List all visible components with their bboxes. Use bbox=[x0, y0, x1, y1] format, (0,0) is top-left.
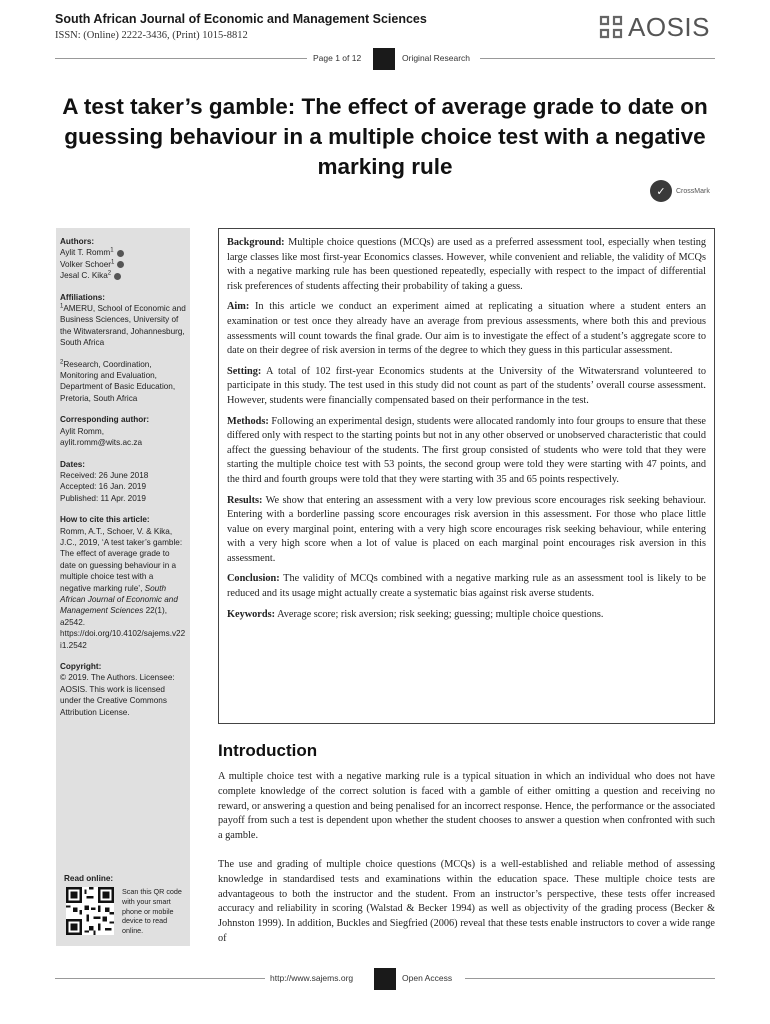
copyright-text: © 2019. The Authors. Licensee: AOSIS. This work is licensed under the Creative Commons Attribution License. bbox=[60, 673, 175, 717]
abstract-setting-text: A total of 102 first-year Economics students at the University of the Witwatersrand volunteered to participate in this study. The test used in this study did not count as part of the students’ overall course assessment. However, students were financially compensated based on their performance in the test. bbox=[227, 365, 706, 406]
abstract-box bbox=[218, 228, 715, 724]
abstract-keywords-text: Average score; risk aversion; risk seeking; guessing; multiple choice questions. bbox=[277, 608, 604, 620]
abstract-results-text: We show that entering an assessment with a very low previous score encourages risk seeking behaviour. Entering with a borderline passing score encourages risk aversion in this assessment. For those who place little value on every marginal point, entering with a very high score encourages risk seeking behaviour, while entering with a very high score when a lot of value is placed on each marginal point encourages risk aversion in this assessment. bbox=[227, 494, 706, 564]
orcid-icon[interactable] bbox=[117, 261, 124, 268]
introduction-heading: Introduction bbox=[218, 741, 318, 760]
qr-instructions: Scan this QR code with your smart phone or mobile device to read online. bbox=[122, 887, 182, 936]
citation-heading: How to cite this article: bbox=[60, 515, 150, 525]
publisher-logo bbox=[598, 14, 710, 40]
date-received: Received: 26 June 2018 bbox=[60, 470, 149, 480]
read-online-heading: Read online: bbox=[64, 874, 114, 883]
citation-block bbox=[60, 514, 186, 651]
corresponding-heading: Corresponding author: bbox=[60, 415, 150, 425]
issn: ISSN: (Online) 2222-3436, (Print) 1015-8812 bbox=[55, 30, 248, 41]
aosis-logo-icon bbox=[598, 14, 624, 40]
corresponding-email[interactable]: aylit.romm@wits.ac.za bbox=[60, 438, 143, 448]
intro-paragraph-1: A multiple choice test with a negative marking rule is a typical situation in which an individual who does not have complete knowledge of the correct solution is faced with a gamble of either omitting a question and receiving no reward, or answering a question and being penalised for an incorrect response. Hence, the performance or the associated payoff from such a test is dependent upon whether the student chooses to answer a question when confronted with such a gamble. bbox=[218, 771, 715, 842]
author-affil-number: 1 bbox=[110, 259, 115, 266]
footer-rule-right bbox=[465, 978, 715, 979]
citation-doi-link[interactable]: https://doi.org/10.4102/sajems.v22i1.2542 bbox=[60, 629, 186, 650]
dates-block bbox=[60, 459, 186, 505]
journal-url-link[interactable]: http://www.sajems.org bbox=[270, 973, 354, 983]
abstract-methods bbox=[227, 415, 706, 488]
crossmark-label: CrossMark bbox=[676, 187, 710, 195]
authors-block bbox=[60, 236, 186, 282]
copyright-heading: Copyright: bbox=[60, 662, 102, 671]
affiliation-1 bbox=[60, 303, 186, 349]
affiliation-text: AMERU, School of Economic and Business Sciences, University of the Witwatersrand, Johannesburg, South Africa bbox=[60, 304, 186, 348]
intro-paragraph-2: The use and grading of multiple choice questions (MCQs) is a well-established and reliable method of assessing knowledge in standardised tests and examinations within the education space. These multiple choice tests are advantageous to both the instructor and the student. From an instructor’s perspective, these tests offer increased accuracy and reliability in scoring (Walstad & Becker 1994) as well as objectivity of the grading process (Becker & Johnston 1999). In addition, Buckles and Siegfried (2006) reveal that these tests enable instructors to cover a wide range of bbox=[218, 858, 715, 944]
authors-heading: Authors: bbox=[60, 237, 95, 246]
publisher-name: AOSIS bbox=[628, 12, 710, 42]
corresponding-name: Aylit Romm, bbox=[60, 426, 104, 436]
citation-text: Romm, A.T., Schoer, V. & Kika, J.C., 2019, ‘A test taker’s gamble: The effect of average grade to date on guessing behaviour in a multiple choice test with a negative marking rule’, bbox=[60, 526, 183, 593]
page-header-bar bbox=[0, 48, 770, 70]
copyright-block bbox=[60, 661, 186, 718]
abstract-methods-label: Methods: bbox=[227, 415, 269, 427]
affiliation-number: 1 bbox=[60, 303, 64, 310]
author-affil-number: 2 bbox=[107, 270, 112, 277]
abstract-aim bbox=[227, 300, 706, 358]
affiliations-heading: Affiliations: bbox=[60, 292, 106, 302]
crossmark-icon: ✓ bbox=[650, 180, 672, 202]
crossmark-badge[interactable] bbox=[650, 180, 710, 202]
abstract-background-text: Multiple choice questions (MCQs) are used as a preferred assessment tool, especially when testing large classes like most first-year Economics classes. However, while convenient and reliable, the validity of MCQs with a negative marking rule has been questioned repeatedly, especially with respect to the impact of differential risk preferences of students affecting their probability of taking a guess. bbox=[227, 237, 706, 292]
author-name: Aylit T. Romm bbox=[60, 248, 111, 258]
introduction-body bbox=[218, 770, 715, 961]
affiliation-number: 2 bbox=[60, 358, 64, 365]
orcid-icon[interactable] bbox=[114, 273, 121, 280]
article-title: A test taker’s gamble: The effect of average grade to date on guessing behaviour in a multiple choice test with a negative marking rule bbox=[62, 94, 708, 179]
abstract-conclusion bbox=[227, 572, 706, 601]
affiliations-block bbox=[60, 292, 186, 349]
abstract-background bbox=[227, 236, 706, 294]
abstract-keywords bbox=[227, 608, 706, 623]
header-rule-right bbox=[480, 58, 715, 59]
abstract-conclusion-label: Conclusion: bbox=[227, 573, 280, 585]
article-type: Original Research bbox=[402, 53, 471, 63]
abstract-results-label: Results: bbox=[227, 494, 263, 506]
corresponding-author-block bbox=[60, 414, 186, 448]
dates-heading: Dates: bbox=[60, 459, 86, 469]
abstract-aim-text: In this article we conduct an experiment aimed at replicating a situation where a student enters an examination or test once they already have an average from previous assessments, where both this and previous assessments will count towards the final grade. Our aim is to investigate the effect of a student’s aggregate score to date on their degree of risk aversion in terms of the degree to which they guess in this particular assessment. bbox=[227, 301, 707, 357]
author-entry bbox=[60, 259, 186, 270]
abstract-background-label: Background: bbox=[227, 237, 285, 248]
abstract-results bbox=[227, 494, 706, 567]
journal-title: South African Journal of Economic and Management Sciences bbox=[55, 12, 427, 26]
author-name: Jesal C. Kika bbox=[60, 271, 108, 281]
abstract-aim-label: Aim: bbox=[227, 301, 250, 313]
qr-code-icon[interactable] bbox=[66, 887, 114, 935]
orcid-icon[interactable] bbox=[117, 250, 124, 257]
date-accepted: Accepted: 16 Jan. 2019 bbox=[60, 482, 147, 492]
footer-rule-left bbox=[55, 978, 265, 979]
abstract-setting bbox=[227, 365, 706, 409]
abstract-methods-text: Following an experimental design, students were allocated randomly into four groups to ensure that these differed only with respect to the starting points but not in any other observed or unobserved characteristic that could affect the guessing behaviour of the students. The first group consisted of students who were told that they were starting the multiple choice test with 53 points, the second group were told they were starting with 47 points, and the third and fourth groups were told that they were starting with 35 and 65 points respectively. bbox=[227, 415, 706, 485]
open-access-label: Open Access bbox=[402, 973, 453, 983]
affiliation-2 bbox=[60, 359, 186, 405]
date-published: Published: 11 Apr. 2019 bbox=[60, 493, 146, 503]
footer-marker bbox=[374, 968, 396, 990]
author-entry bbox=[60, 270, 186, 281]
header-marker bbox=[373, 48, 395, 70]
author-name: Volker Schoer bbox=[60, 259, 111, 269]
affiliation-text: Research, Coordination, Monitoring and Evaluation, Department of Basic Education, Pretoria, South Africa bbox=[60, 359, 176, 403]
article-sidebar bbox=[56, 228, 190, 946]
abstract-setting-label: Setting: bbox=[227, 365, 262, 377]
header-rule-left bbox=[55, 58, 307, 59]
author-affil-number: 1 bbox=[110, 247, 114, 254]
citation-volume: 22(1), a2542. bbox=[60, 606, 167, 627]
abstract-conclusion-text: The validity of MCQs combined with a negative marking rule as an assessment tool is likely to be reduced and its usage might actually create a systematic bias against risk averse students. bbox=[227, 573, 706, 600]
page-footer-bar bbox=[0, 968, 770, 990]
page-number: Page 1 of 12 bbox=[313, 53, 362, 63]
abstract-keywords-label: Keywords: bbox=[227, 608, 276, 620]
citation-journal: South African Journal of Economic and Management Sciences bbox=[60, 583, 178, 616]
author-entry bbox=[60, 247, 186, 258]
